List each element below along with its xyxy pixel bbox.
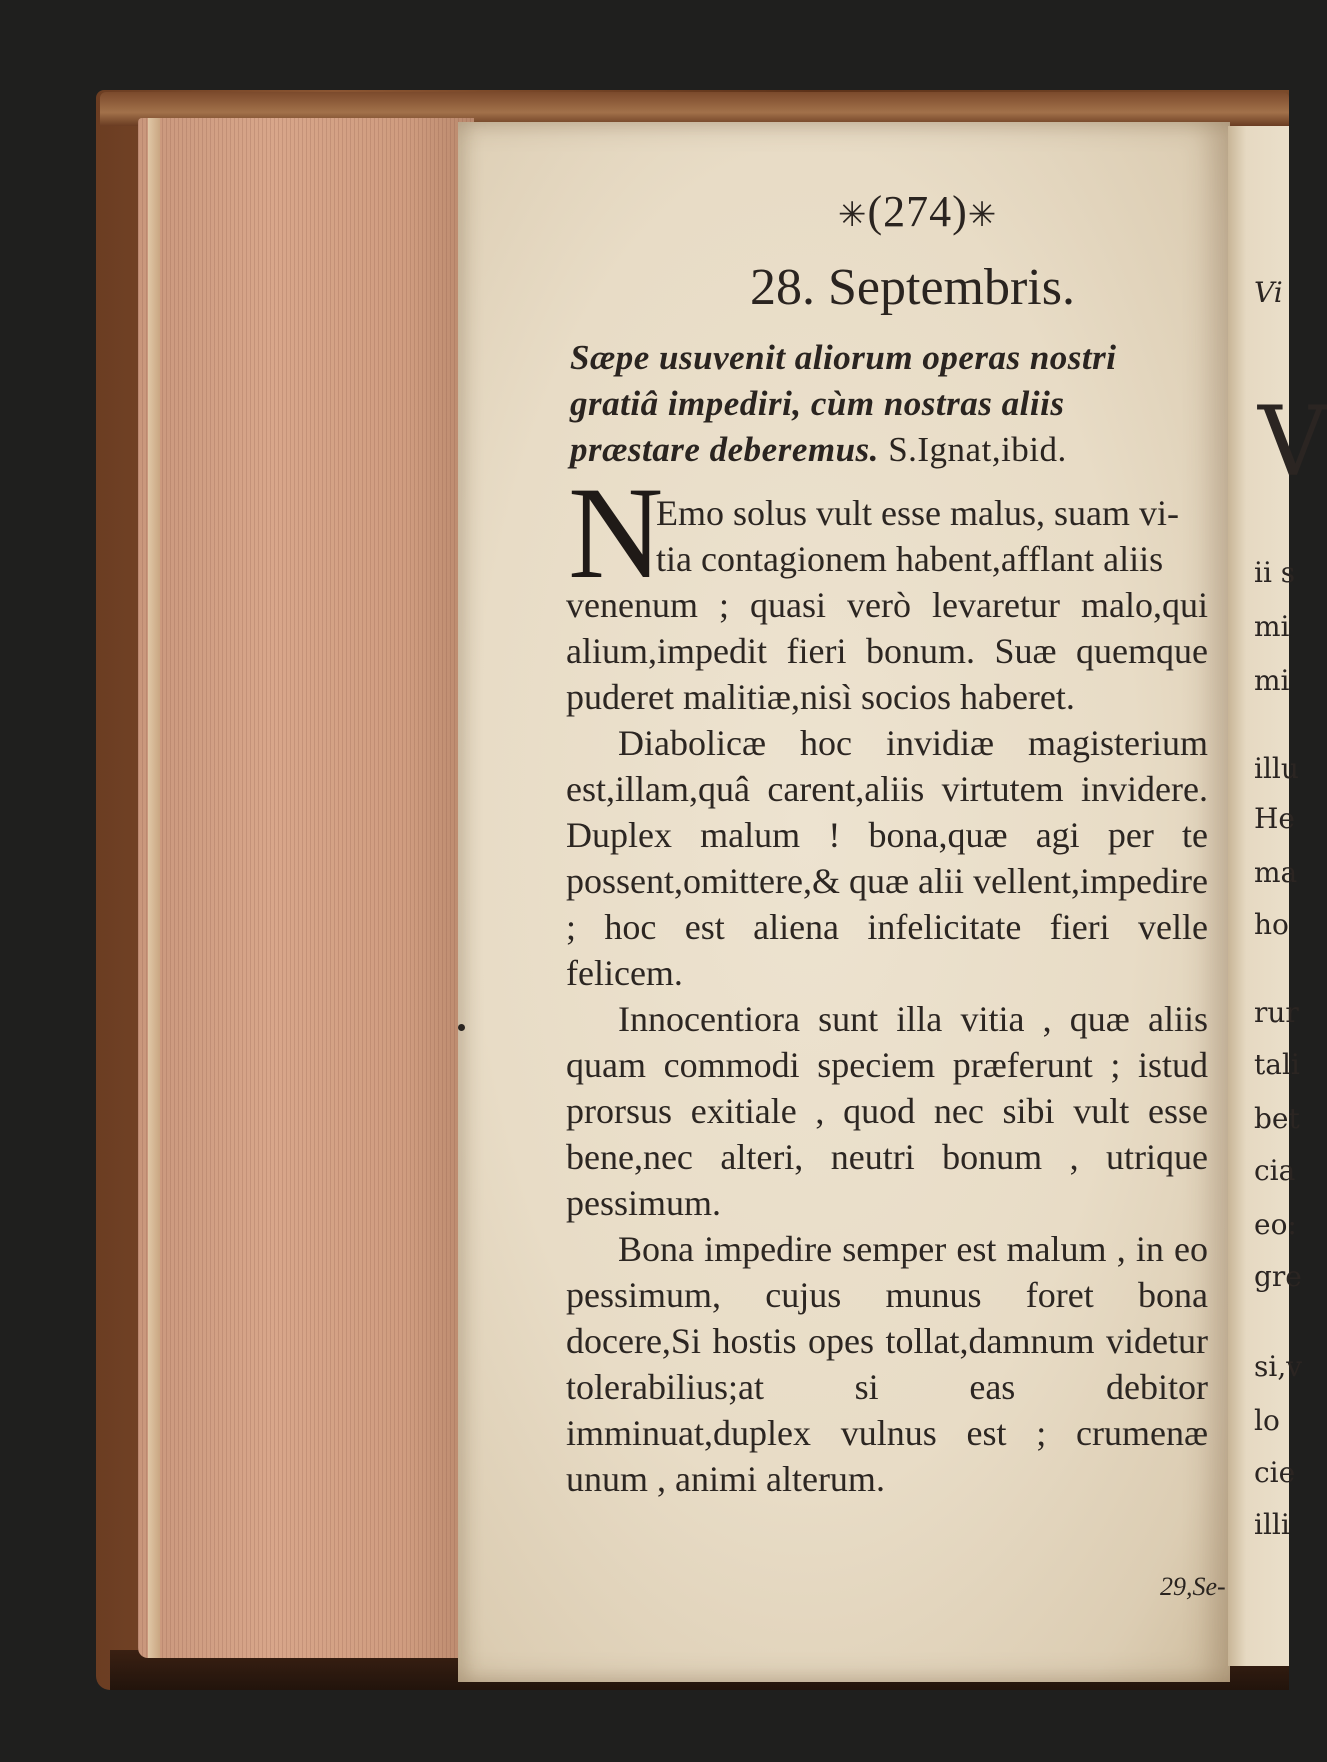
paragraph-2: Diabolicæ hoc invidiæ magisterium est,illam,quâ carent,aliis virtutem invidere. Duplex malum ! bona,quæ agi per te possent,omittere,& quæ alii vellent,impedire ; hoc est aliena infelicitate fieri velle felicem. bbox=[566, 723, 1208, 993]
page-edge-strip bbox=[148, 118, 160, 1658]
facing-line: He bbox=[1254, 802, 1295, 835]
paragraph-1-line-1: Emo solus vult esse malus, suam vi- bbox=[656, 493, 1179, 533]
facing-line: rur bbox=[1254, 996, 1299, 1029]
paragraph-4: Bona impedire semper est malum , in eo pessimum, cujus munus foret bona docere,Si hostis opes tollat,damnum videtur tolerabilius;at si eas debitor imminuat,duplex vulnus est ; crumenæ unum , animi alterum. bbox=[566, 1229, 1208, 1499]
facing-line: cia bbox=[1254, 1154, 1296, 1187]
paragraph-1-rest: venenum ; quasi verò levaretur malo,qui alium,impedit fieri bonum. Suæ quemque puderet malitiæ,nisì socios haberet. bbox=[566, 585, 1208, 717]
facing-line: illi bbox=[1254, 1508, 1290, 1541]
facing-line: V bbox=[1258, 386, 1327, 498]
ornament-left-icon: ✳ bbox=[838, 195, 868, 235]
facing-line: lo bbox=[1254, 1404, 1280, 1437]
facing-page-edge bbox=[1228, 126, 1327, 1666]
motto-quote bbox=[570, 335, 1204, 473]
page-number bbox=[838, 186, 997, 237]
facing-line: ii s bbox=[1254, 556, 1296, 589]
facing-line: si,v bbox=[1254, 1350, 1303, 1383]
facing-line: ma bbox=[1254, 856, 1298, 889]
facing-line: cie bbox=[1254, 1456, 1296, 1489]
motto-source: S.Ignat,ibid. bbox=[888, 430, 1067, 469]
facing-line: gre bbox=[1254, 1260, 1302, 1293]
motto-text: Sæpe usuvenit aliorum operas nostri gratiâ impediri, cùm nostras aliis præstare deberemus. bbox=[570, 338, 1117, 469]
facing-line: bet bbox=[1254, 1102, 1300, 1135]
facing-line: eo: bbox=[1254, 1208, 1297, 1241]
body-text bbox=[566, 490, 1208, 1502]
page-edges bbox=[138, 118, 474, 1658]
page-number-text: (274) bbox=[867, 187, 968, 236]
ornament-right-icon: ✳ bbox=[967, 195, 998, 235]
drop-cap: N bbox=[568, 459, 664, 606]
paragraph-3: Innocentiora sunt illa vitia , quæ aliis quam commodi speciem præferunt ; istud prorsus exitiale , quod nec sibi vult esse bene,nec alteri, neutri bonum , utrique pessimum. bbox=[566, 999, 1208, 1223]
facing-line: ho bbox=[1254, 908, 1289, 941]
facing-line: mi bbox=[1254, 610, 1290, 643]
facing-line: illu bbox=[1254, 752, 1299, 785]
facing-line: Vi bbox=[1254, 276, 1283, 309]
paragraph-1-line-2: tia contagionem habent,afflant aliis bbox=[656, 539, 1164, 579]
facing-line: mi bbox=[1254, 664, 1290, 697]
date-heading: 28. Septembris. bbox=[750, 259, 1075, 316]
facing-line: tali bbox=[1254, 1048, 1300, 1081]
margin-mark bbox=[458, 1024, 465, 1031]
catchword: 29,Se- bbox=[1160, 1572, 1226, 1601]
